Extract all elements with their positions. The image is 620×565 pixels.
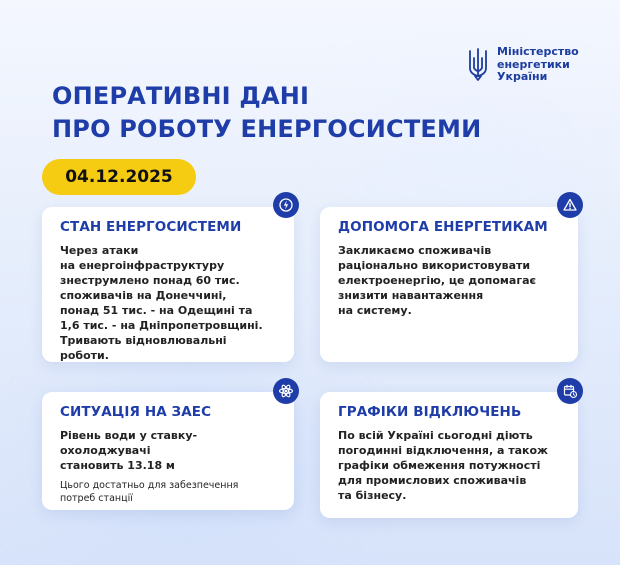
- page-title-line: ПРО РОБОТУ ЕНЕРГОСИСТЕМИ: [52, 115, 482, 143]
- card-outage-schedules: [320, 392, 578, 518]
- card-text-line: погодинні відключення, а також: [338, 444, 548, 457]
- card-text-line: По всій Україні сьогодні діють: [338, 429, 533, 442]
- card-text-line: споживачів на Донеччині,: [60, 289, 227, 302]
- page-title-line: ОПЕРАТИВНІ ДАНІ: [52, 82, 310, 110]
- ministry-name-line: Міністерство: [497, 45, 579, 58]
- card-text-line: на енергоінфраструктуру: [60, 259, 225, 272]
- card-text-line: знеструмлено понад 60 тис.: [60, 274, 240, 287]
- calendar-clock-icon: [557, 378, 583, 404]
- card-text-line: та бізнесу.: [338, 489, 407, 502]
- ministry-name: [497, 46, 579, 84]
- card-text-line: 1,6 тис. - на Дніпропетровщині.: [60, 319, 263, 332]
- date-badge: 04.12.2025: [42, 159, 196, 195]
- energy-bolt-icon: [273, 192, 299, 218]
- card-zaporizhzhia-npp: [42, 392, 294, 510]
- card-text: [338, 428, 563, 503]
- card-text-line: для промислових споживачів: [338, 474, 527, 487]
- card-text-line: знизити навантаження: [338, 289, 484, 302]
- card-title: ДОПОМОГА ЕНЕРГЕТИКАМ: [338, 219, 548, 235]
- card-text: [338, 243, 563, 318]
- card-note-line: Цього достатньо для забезпечення: [60, 480, 239, 491]
- card-text-line: графіки обмеження потужності: [338, 459, 541, 472]
- warning-triangle-icon: [557, 192, 583, 218]
- card-text-line: становить 13.18 м: [60, 459, 175, 472]
- card-text-line: Через атаки: [60, 244, 139, 257]
- card-title: ГРАФІКИ ВІДКЛЮЧЕНЬ: [338, 404, 522, 420]
- card-grid-status: [42, 207, 294, 362]
- card-text-line: Тривають відновлювальні роботи.: [60, 334, 227, 362]
- atom-icon: [273, 378, 299, 404]
- ministry-name-line: енергетики: [497, 57, 570, 71]
- card-note-line: потреб станції: [60, 493, 133, 504]
- card-text: [60, 428, 279, 473]
- trident-icon: [467, 46, 489, 82]
- card-title: СИТУАЦІЯ НА ЗАЕС: [60, 404, 212, 420]
- ministry-logo: [467, 46, 579, 84]
- card-title: СТАН ЕНЕРГОСИСТЕМИ: [60, 219, 242, 235]
- page-title: [52, 80, 481, 146]
- card-text-line: електроенергію, це допомагає: [338, 274, 537, 287]
- card-help-energy: [320, 207, 578, 362]
- card-text-line: Закликаємо споживачів: [338, 244, 492, 257]
- ministry-name-line: України: [497, 70, 548, 83]
- card-text-line: Рівень води у ставку-охолоджувачі: [60, 429, 198, 457]
- card-text-line: на систему.: [338, 304, 412, 317]
- card-text: [60, 243, 279, 363]
- card-note: [60, 479, 279, 505]
- card-text-line: понад 51 тис. - на Одещині та: [60, 304, 253, 317]
- card-text-line: раціонально використовувати: [338, 259, 531, 272]
